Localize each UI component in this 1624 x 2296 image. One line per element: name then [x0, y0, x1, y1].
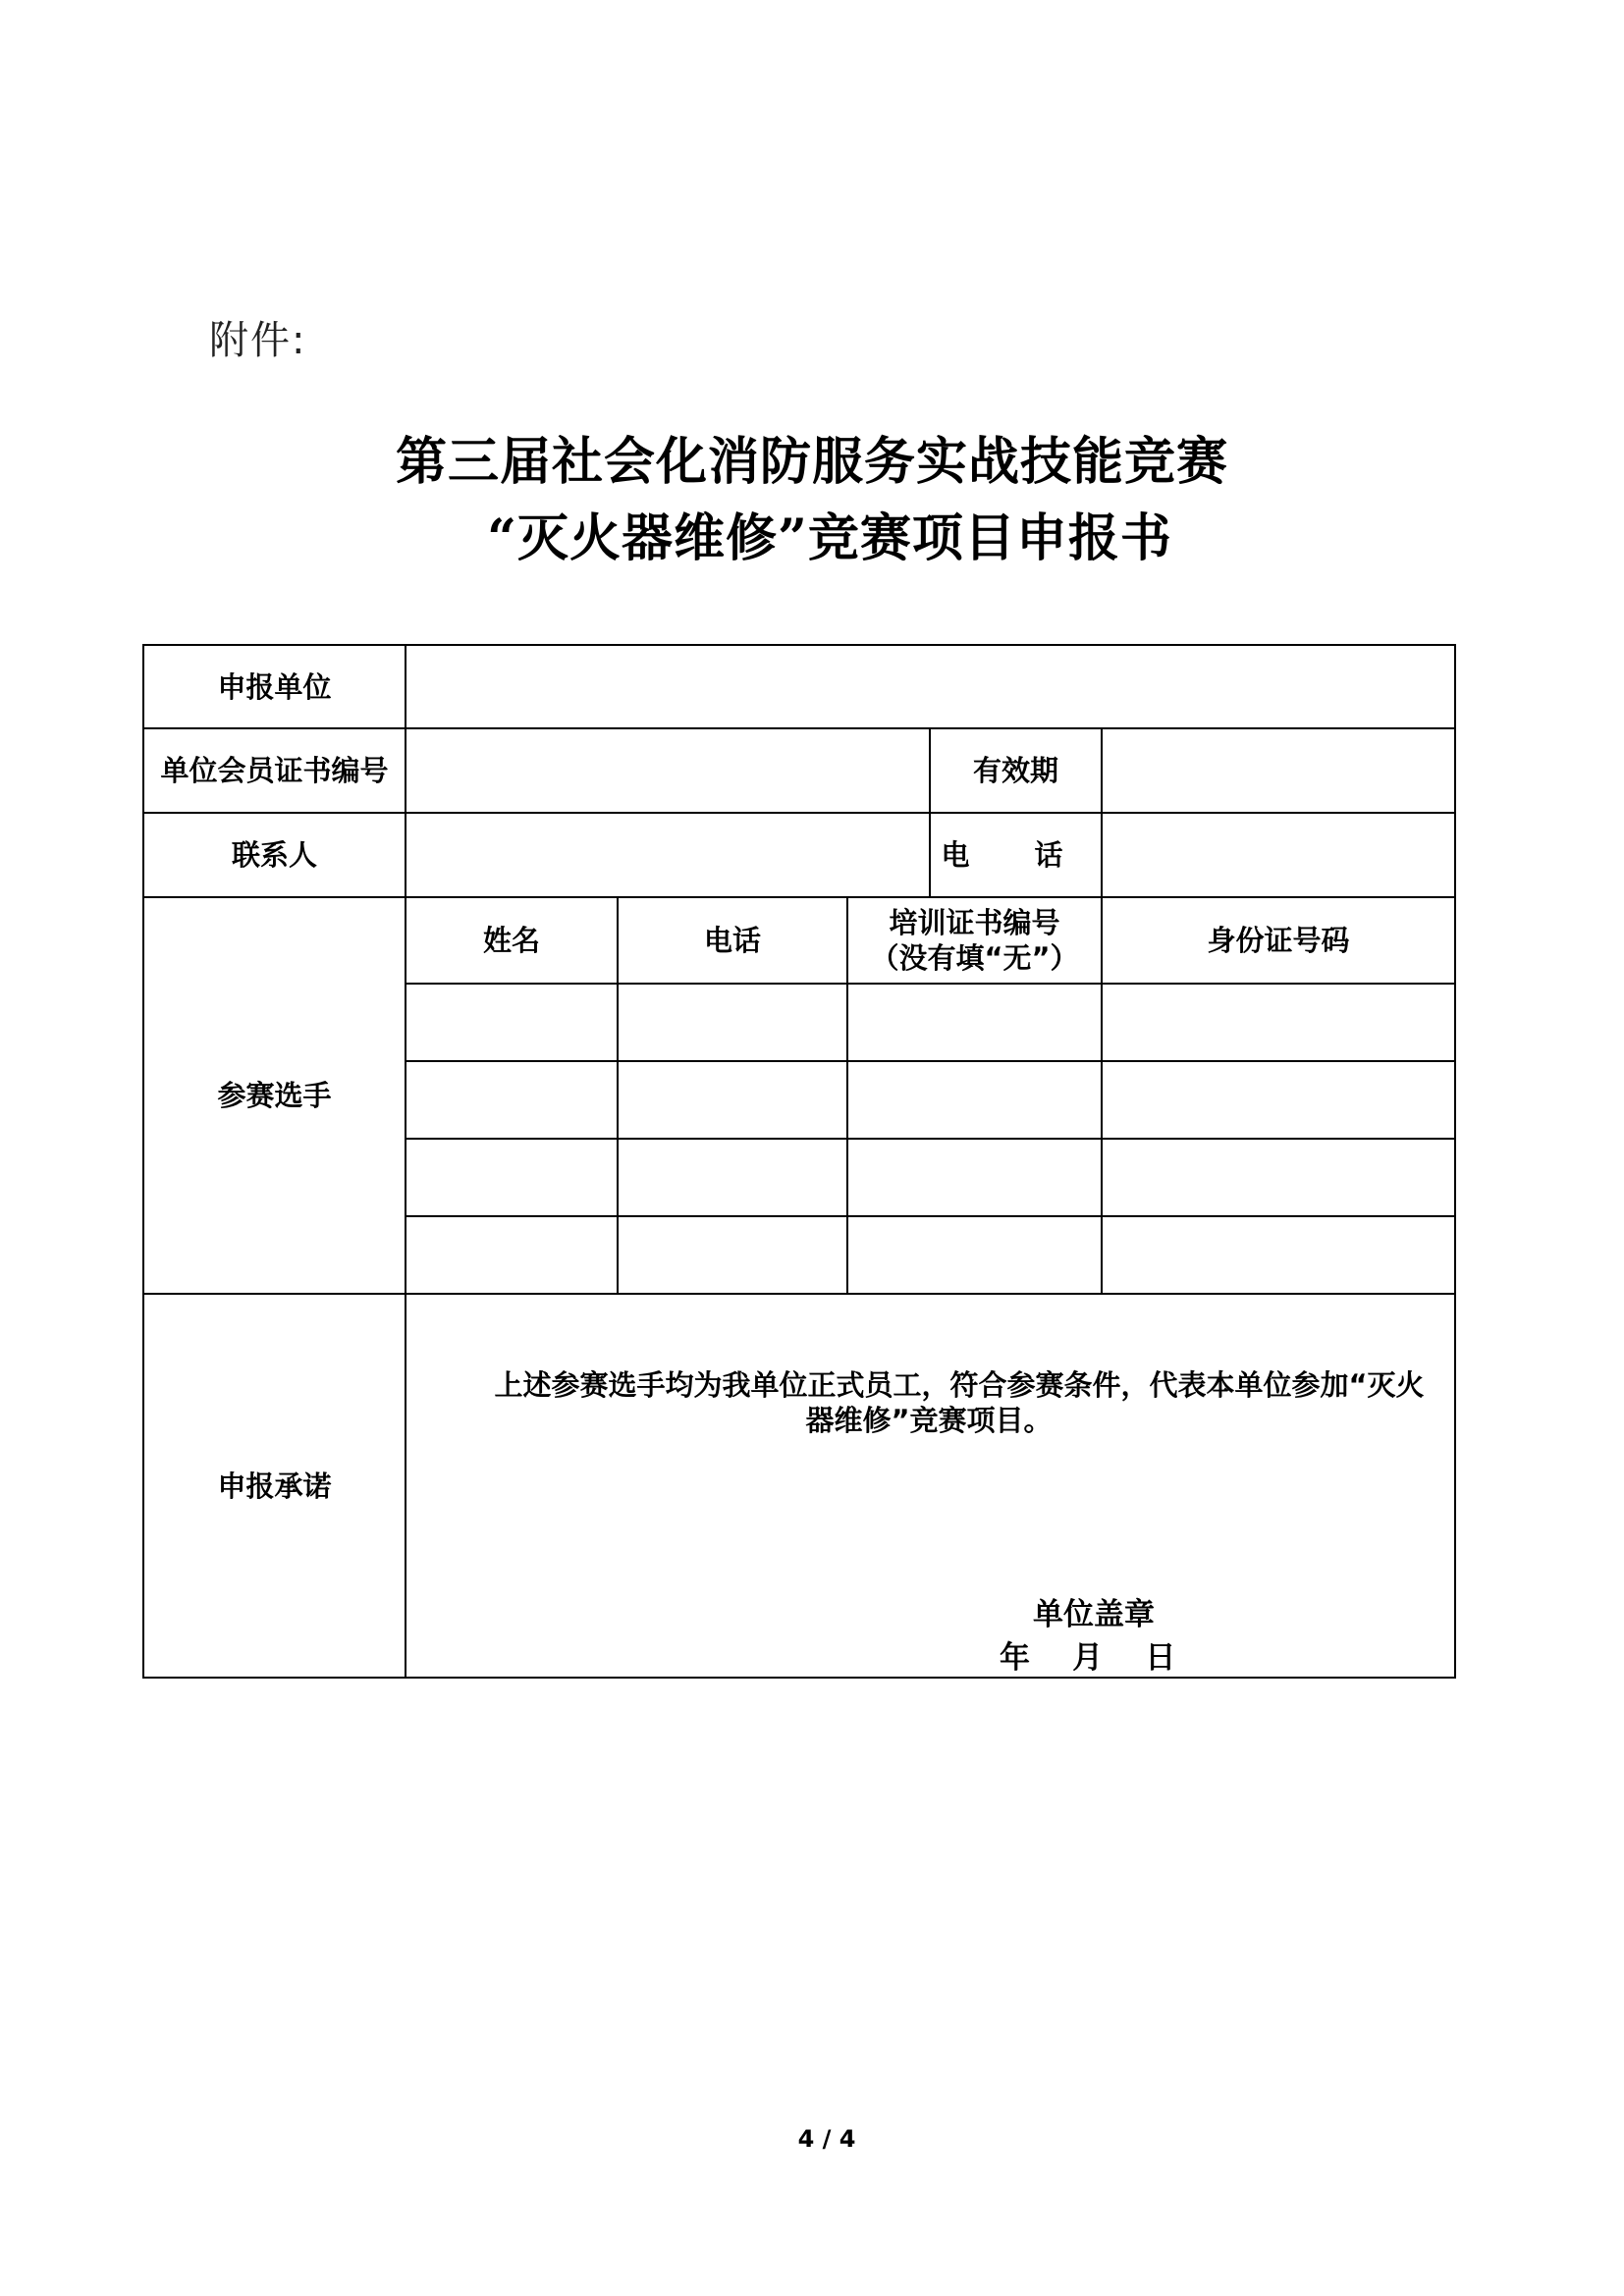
contestant-phone-field[interactable]: [618, 1139, 847, 1216]
column-header-id-number: 身份证号码: [1102, 897, 1455, 984]
document-title-line-2: “灭火器维修”竞赛项目申报书: [487, 508, 1172, 568]
contestant-training-cert-field[interactable]: [847, 1216, 1102, 1294]
application-form-table: [142, 644, 1456, 1679]
contestant-phone-field[interactable]: [618, 1216, 847, 1294]
contestant-id-field[interactable]: [1102, 1216, 1455, 1294]
contestant-name-field[interactable]: [406, 1216, 618, 1294]
applicant-unit-label: 申报单位: [143, 645, 406, 728]
column-header-training-cert: [847, 897, 1102, 984]
pledge-cell: [406, 1294, 1455, 1678]
contestant-name-field[interactable]: [406, 1061, 618, 1139]
document-title-line-1: 第三届社会化消防服务实战技能竞赛: [395, 432, 1228, 492]
attachment-label: 附件:: [209, 318, 307, 363]
contestant-id-field[interactable]: [1102, 984, 1455, 1061]
member-cert-label: 单位会员证书编号: [143, 728, 406, 813]
contestant-name-field[interactable]: [406, 984, 618, 1061]
phone-label: 电 话: [930, 813, 1102, 897]
applicant-unit-field[interactable]: [406, 645, 1455, 728]
contestants-label: 参赛选手: [143, 897, 406, 1294]
contestant-phone-field[interactable]: [618, 1061, 847, 1139]
contestant-name-field[interactable]: [406, 1139, 618, 1216]
seal-label: 单位盖章: [1033, 1597, 1155, 1632]
contestant-training-cert-field[interactable]: [847, 984, 1102, 1061]
validity-field[interactable]: [1102, 728, 1455, 813]
contact-label: 联系人: [143, 813, 406, 897]
member-cert-field[interactable]: [406, 728, 930, 813]
contestant-id-field[interactable]: [1102, 1139, 1455, 1216]
training-cert-line-2: （没有填“无”）: [870, 941, 1079, 975]
column-header-phone: 电话: [618, 897, 847, 984]
contestant-phone-field[interactable]: [618, 984, 847, 1061]
pledge-label: 申报承诺: [143, 1294, 406, 1678]
date-line: 年 月 日: [1000, 1640, 1176, 1676]
contestant-training-cert-field[interactable]: [847, 1061, 1102, 1139]
validity-label: 有效期: [930, 728, 1102, 813]
contact-field[interactable]: [406, 813, 930, 897]
contestant-id-field[interactable]: [1102, 1061, 1455, 1139]
training-cert-line-1: 培训证书编号: [889, 906, 1060, 939]
phone-field[interactable]: [1102, 813, 1455, 897]
pledge-text: 上述参赛选手均为我单位正式员工，符合参赛条件，代表本单位参加“灭火器维修”竞赛项目。: [494, 1368, 1425, 1437]
page-number: 4 / 4: [797, 2125, 856, 2153]
column-header-name: 姓名: [406, 897, 618, 984]
contestant-training-cert-field[interactable]: [847, 1139, 1102, 1216]
